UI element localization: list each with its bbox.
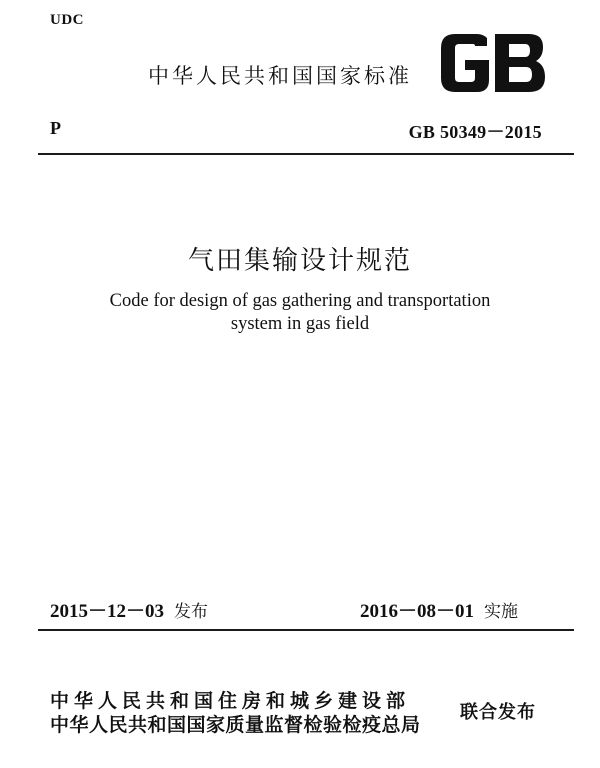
gb-logo-g-shape xyxy=(441,34,489,92)
title-english xyxy=(60,290,540,336)
issuer-ministry: 中华人民共和国住房和城乡建设部 xyxy=(50,690,411,712)
classification-code: P xyxy=(50,118,61,138)
standard-number: GB 50349－2015 xyxy=(408,122,542,142)
issue-date: 2015－12－03 xyxy=(50,601,165,622)
issuer-aqsiq: 中华人民共和国国家质量监督检验检疫总局 xyxy=(50,714,421,736)
udc-label: UDC xyxy=(50,12,84,28)
top-divider xyxy=(38,153,574,155)
title-english-line-2: system in gas field xyxy=(230,314,370,334)
implementation-label: 实施 xyxy=(484,602,519,622)
gb-logo-b-shape xyxy=(495,34,545,92)
issue-date-block xyxy=(50,596,208,623)
bottom-divider xyxy=(38,629,574,631)
implementation-date: 2016－08－01 xyxy=(360,601,475,622)
title-chinese: 气田集输设计规范 xyxy=(187,246,412,276)
joint-release-label: 联合发布 xyxy=(460,702,536,723)
national-standard-heading: 中华人民共和国国家标准 xyxy=(148,64,412,88)
gb-logo-icon xyxy=(437,32,547,94)
implementation-date-block xyxy=(360,596,518,623)
title-english-line-1: Code for design of gas gathering and transportation xyxy=(109,291,491,311)
issue-label: 发布 xyxy=(174,602,209,622)
